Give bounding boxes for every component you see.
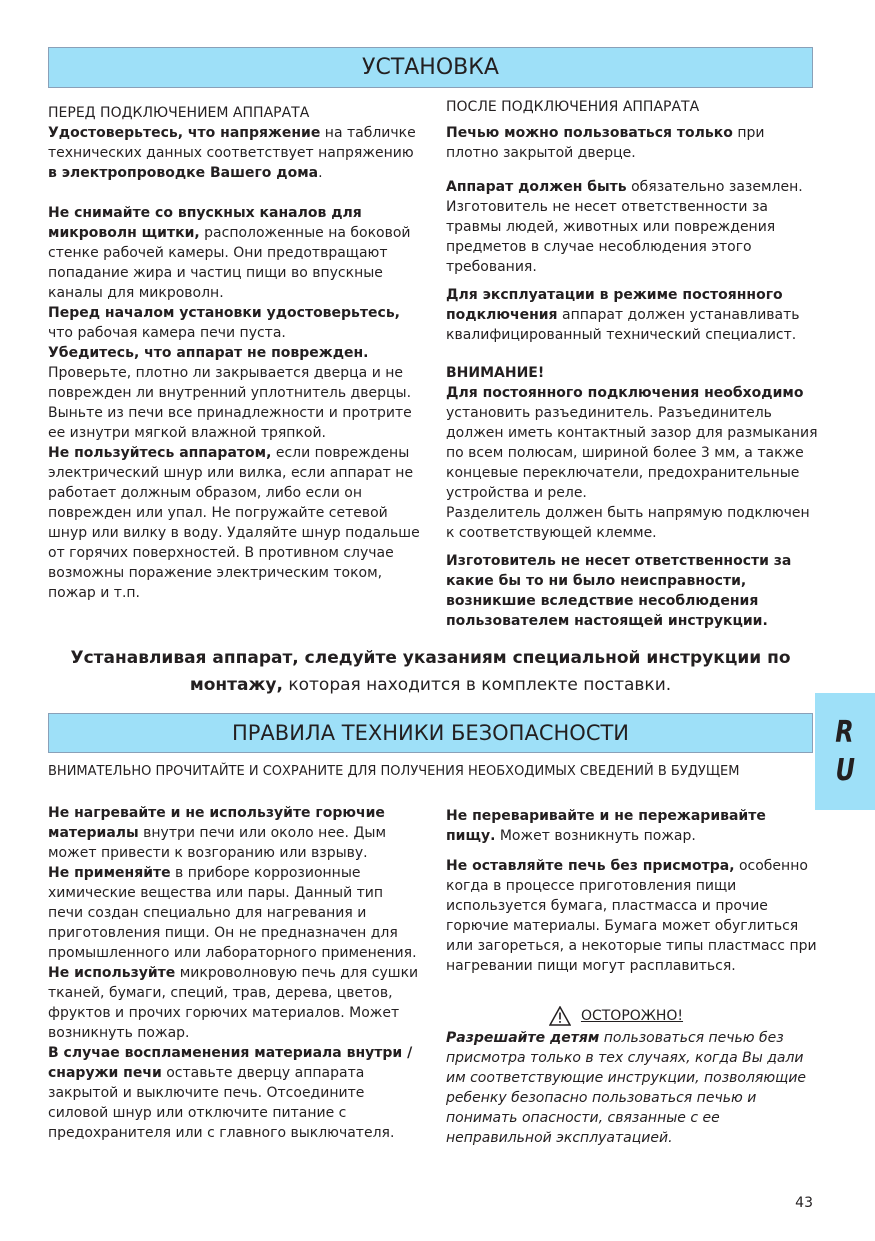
section-title-text: УСТАНОВКА [362, 54, 499, 80]
closed-door-paragraph: Печью можно пользоваться только при плотно закрытой дверце. [446, 125, 765, 161]
children-paragraph: Разрешайте детям пользоваться печью без присмотра только в тех случаях, когда Вы дали им соответствующие инструкции, позволяющие ребенку безопасно пользоваться печью и понимать опасности, связанные с ее неправильной эксплуатацией. [446, 1030, 807, 1146]
warning-triangle-icon [549, 1006, 571, 1026]
corrosive-paragraph: Не применяйте в приборе коррозионные химические вещества или пары. Данный тип печи создан специально для нагревания и приготовления пищи. Он не предназначен для промышленного или лабораторного применения. [48, 865, 417, 961]
damage-check-paragraph: Убедитесь, что аппарат не поврежден. Проверьте, плотно ли закрывается дверца и не поврежден ли внутренний уплотнитель дверцы. Выньте из печи все принадлежности и протрите ее изнутри мягкой влажной тряпкой. [48, 345, 412, 441]
terminal-paragraph: Разделитель должен быть напрямую подключен к соответствующей клемме. [446, 505, 810, 541]
installation-left-column [48, 103, 420, 603]
safety-subheading: ВНИМАТЕЛЬНО ПРОЧИТАЙТЕ И СОХРАНИТЕ ДЛЯ ПОЛУЧЕНИЯ НЕОБХОДИМЫХ СВЕДЕНИЙ В БУДУЩЕМ [48, 764, 740, 779]
page-number: 43 [795, 1195, 813, 1211]
safety-left-column [48, 803, 420, 1143]
empty-chamber-paragraph: Перед началом установки удостоверьтесь, что рабочая камера печи пуста. [48, 305, 400, 341]
flammable-materials-paragraph: Не нагревайте и не используйте горючие материалы внутри печи или около нее. Дым может привести к возгоранию или взрыву. [48, 805, 386, 861]
section-title-text: ПРАВИЛА ТЕХНИКИ БЕЗОПАСНОСТИ [231, 721, 630, 745]
caution-label: ОСТОРОЖНО! [580, 1008, 684, 1024]
unattended-paragraph: Не оставляйте печь без присмотра, особенно когда в процессе приготовления пищи используется бумага, пластмасса и прочие горючие материалы. Бумага может обуглиться или загореться, а некоторые типы пластмасс при нагревании пищи могут расплавиться. [446, 858, 817, 974]
overcook-paragraph: Не переваривайте и не пережаривайте пищу. Может возникнуть пожар. [446, 808, 766, 844]
safety-right-column [446, 806, 818, 1156]
installation-right-column [446, 97, 818, 639]
caution-header [446, 1006, 786, 1026]
language-tab [815, 693, 875, 810]
language-letter-u: U [835, 752, 855, 788]
do-not-use-paragraph: Не пользуйтесь аппаратом, если повреждены электрический шнур или вилка, если аппарат не работает должным образом, либо если он поврежден или упал. Не погружайте сетевой шнур или вилку в воду. Удаляйте шнур подальше от горячих поверхностей. В противном случае возможны поражение электрическим током, пожар и т.п. [48, 445, 420, 601]
permanent-connection-paragraph: Для эксплуатации в режиме постоянного подключения аппарат должен устанавливать квалифицированный технический специалист. [446, 287, 800, 343]
grounding-paragraph: Аппарат должен быть обязательно заземлен. Изготовитель не несет ответственности за травмы людей, животных или повреждения предметов в случае несоблюдения этого требования. [446, 179, 803, 275]
fire-paragraph: В случае воспламенения материала внутри / снаружи печи оставьте дверцу аппарата закрытой и выключите печь. Отсоедините силовой шнур или отключите питание с предохранителя или с главного выключателя. [48, 1045, 413, 1141]
shields-paragraph: Не снимайте со впускных каналов для микроволн щитки, расположенные на боковой стенке рабочей камеры. Они предотвращают попадание жира и частиц пищи во впускные каналы для микроволн. [48, 205, 411, 301]
mounting-notice: Устанавливая аппарат, следуйте указаниям специальной инструкции по монтажу, которая находится в комплекте поставки. [70, 648, 791, 695]
drying-paragraph: Не используйте микроволновую печь для сушки тканей, бумаги, специй, трав, дерева, цветов, фруктов и прочих горючих материалов. Может возникнуть пожар. [48, 965, 419, 1041]
section-title-safety [48, 713, 813, 753]
disconnector-paragraph: Для постоянного подключения необходимо установить разъединитель. Разъединитель должен иметь контактный зазор для размыкания по всем полюсам, шириной более 3 мм, а также концевые переключатели, предохранительные устройства и реле. [446, 385, 818, 501]
voltage-paragraph: Удостоверьтесь, что напряжение на табличке технических данных соответствует напряжению в электропроводке Вашего дома. [48, 125, 416, 181]
language-letter-r: R [835, 714, 855, 750]
before-connection-heading: ПЕРЕД ПОДКЛЮЧЕНИЕМ АППАРАТА [48, 105, 310, 121]
section-title-installation [48, 47, 813, 88]
after-connection-heading: ПОСЛЕ ПОДКЛЮЧЕНИЯ АППАРАТА [446, 99, 700, 115]
manufacturer-liability-paragraph: Изготовитель не несет ответственности за какие бы то ни было неисправности, возникшие вследствие несоблюдения пользователем настоящей инструкции. [446, 553, 792, 629]
warning-label: ВНИМАНИЕ! [446, 365, 545, 381]
